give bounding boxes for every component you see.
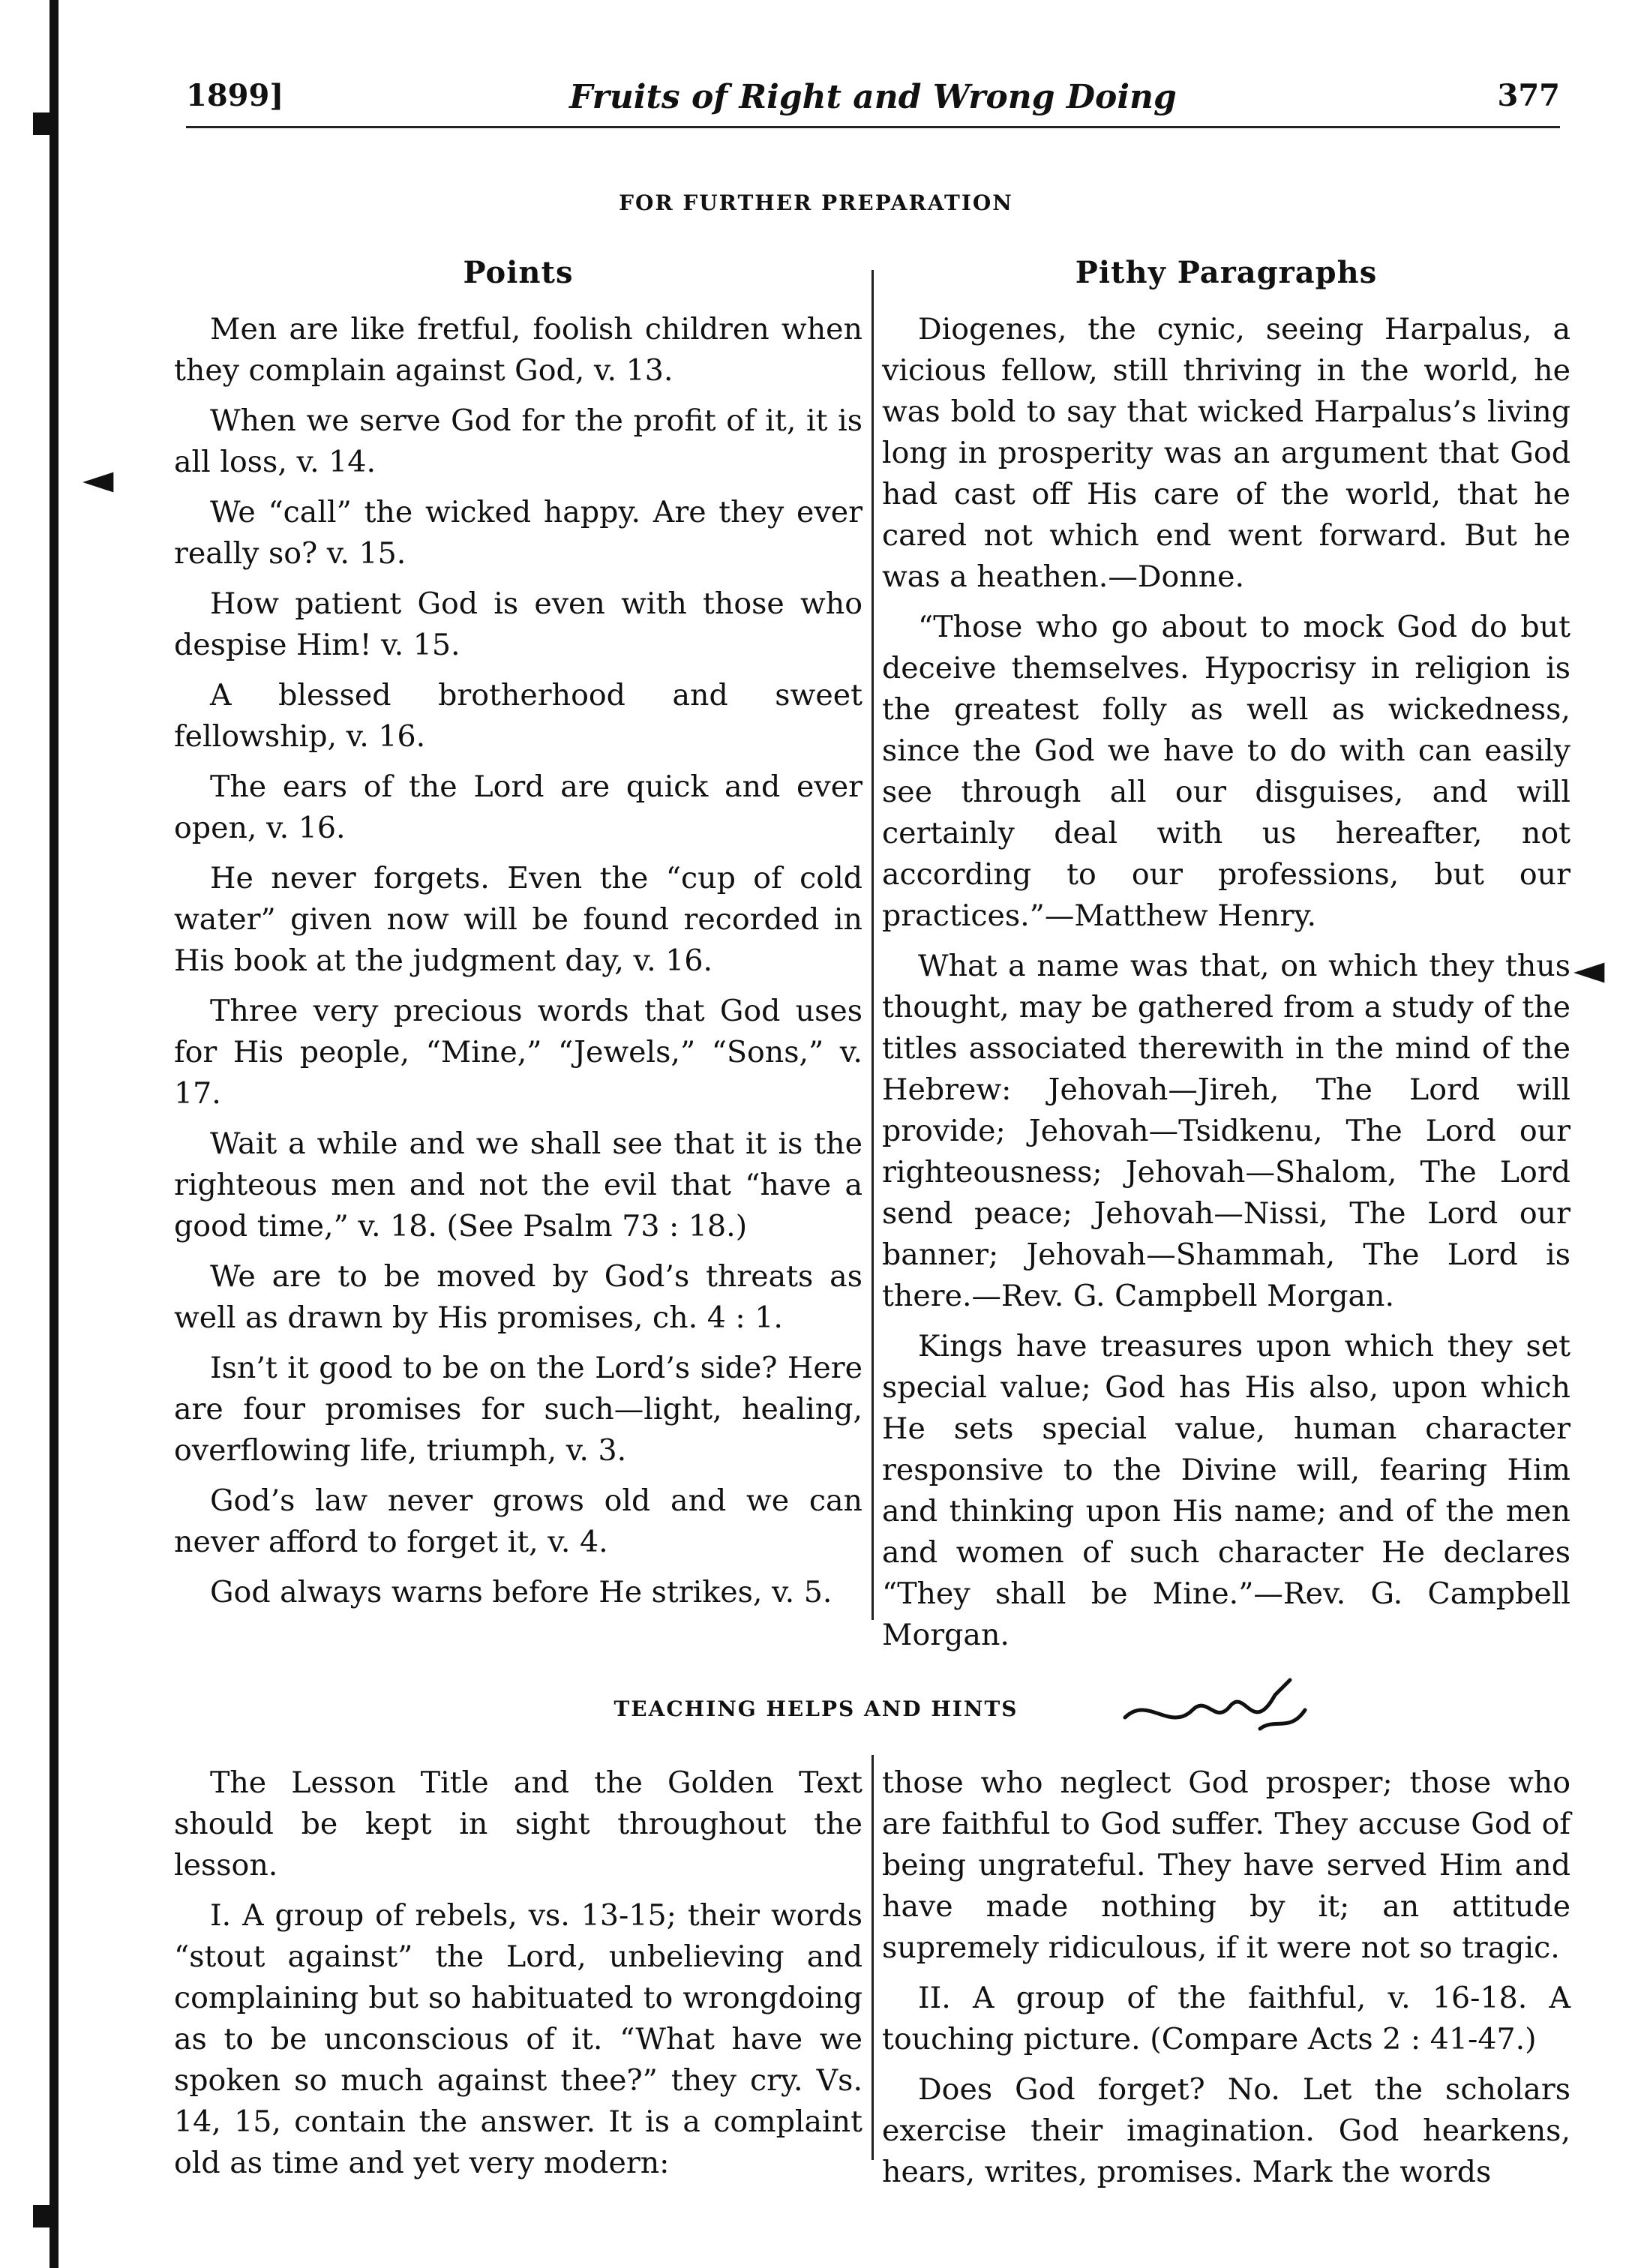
point-item: God always warns before He strikes, v. 5. xyxy=(210,1575,832,1610)
header-rule xyxy=(186,126,1560,128)
pithy-paragraph: “Those who go about to mock God do but deceive themselves. Hypocrisy in religion is the greatest folly as well as wickedness, since the God we have to do with can easily see through all our disguises, and will certainly deal with us hereafter, not according to our professions, but our practices.”—Matthew Henry. xyxy=(882,610,1570,933)
header-year: 1899] xyxy=(186,78,284,113)
point-item: Isn’t it good to be on the Lord’s side? Here are four promises for such—light, healing, overflowing life, triumph, v. 3. xyxy=(174,1351,862,1468)
point-item: Men are like fretful, foolish children when they complain against God, v. 13. xyxy=(174,312,862,388)
page-number: 377 xyxy=(1497,78,1560,113)
point-item: God’s law never grows old and we can never afford to forget it, v. 4. xyxy=(174,1484,862,1559)
point-item: Three very precious words that God uses for His people, “Mine,” “Jewels,” “Sons,” v. 17. xyxy=(174,994,862,1111)
point-item: A blessed brotherhood and sweet fellowship, v. 16. xyxy=(174,678,862,754)
teaching-paragraph: II. A group of the faithful, v. 16-18. A touching picture. (Compare Acts 2 : 41-47.) xyxy=(882,1981,1570,2056)
section-title-teaching: TEACHING HELPS AND HINTS xyxy=(614,1696,1018,1721)
pithy-paragraph: What a name was that, on which they thus thought, may be gathered from a study of the titles associated therewith in the mind of the Hebrew: Jehovah—Jireh, The Lord will provide; Jehovah—Tsidkenu, The Lord our righteousness; Jehovah—Shalom, The Lord send peace; Jehovah—Nissi, The Lord our banner; Jehovah—Shammah, The Lord is there.—Rev. G. Campbell Morgan. xyxy=(882,949,1570,1313)
teaching-left-column xyxy=(174,1762,862,2193)
point-item: Wait a while and we shall see that it is the righteous men and not the evil that “have a good time,” v. 18. (See Psalm 73 : 18.) xyxy=(174,1126,862,1244)
points-column xyxy=(174,309,862,1622)
point-item: We “call” the wicked happy. Are they ever really so? v. 15. xyxy=(174,495,862,571)
teaching-right-column xyxy=(882,1762,1570,2202)
binding-mark xyxy=(33,2205,58,2228)
column-divider xyxy=(872,1755,874,2160)
paragraphs-heading: Pithy Paragraphs xyxy=(1075,255,1378,290)
pithy-paragraph: Kings have treasures upon which they set special value; God has His also, upon which He sets special value, human character responsive to the Divine will, fearing Him and thinking upon His name; and of the men and women of such character He declares “They shall be Mine.”—Rev. G. Campbell Morgan. xyxy=(882,1329,1570,1652)
running-head xyxy=(186,78,1560,123)
binding-mark xyxy=(33,112,58,135)
pithy-paragraph: Diogenes, the cynic, seeing Harpalus, a vicious fellow, still thriving in the world, he was bold to say that wicked Harpalus’s living long in prosperity was an argument that God had cast off His care of the world, that he cared not which end went forward. But he was a heathen.—Donne. xyxy=(882,312,1570,594)
header-title: Fruits of Right and Wrong Doing xyxy=(569,78,1177,116)
point-item: When we serve God for the profit of it, it is all loss, v. 14. xyxy=(174,404,862,479)
point-item: He never forgets. Even the “cup of cold water” given now will be found recorded in His book at the judgment day, v. 16. xyxy=(174,861,862,978)
teaching-paragraph: Does God forget? No. Let the scholars exercise their imagination. God hearkens, hears, writes, promises. Mark the words xyxy=(882,2072,1570,2189)
margin-pointer-icon: ◄ xyxy=(1574,946,1605,993)
teaching-paragraph: The Lesson Title and the Golden Text should be kept in sight throughout the lesson. xyxy=(174,1766,862,1882)
points-heading: Points xyxy=(463,255,574,290)
margin-pointer-icon: ◄ xyxy=(82,455,114,502)
section-title-preparation: FOR FURTHER PREPARATION xyxy=(619,190,1013,215)
teaching-paragraph: I. A group of rebels, vs. 13-15; their words “stout against” the Lord, unbelieving and complaining but so habituated to wrongdoing as to be unconscious of it. “What have we spoken so much against thee?” they cry. Vs. 14, 15, contain the answer. It is a complaint old as time and yet very modern: xyxy=(174,1898,862,2180)
teaching-paragraph: those who neglect God prosper; those who are faithful to God suffer. They accuse God of being ungrateful. They have served Him and have made nothing by it; an attitude supremely ridiculous, if it were not so tragic. xyxy=(882,1766,1570,1965)
point-item: How patient God is even with those who despise Him! v. 15. xyxy=(174,586,862,662)
binding-edge xyxy=(50,0,58,2268)
handwritten-scribble xyxy=(1118,1665,1312,1748)
point-item: The ears of the Lord are quick and ever open, v. 16. xyxy=(174,770,862,845)
column-divider xyxy=(872,270,874,1620)
paragraphs-column xyxy=(882,309,1570,1665)
point-item: We are to be moved by God’s threats as well as drawn by His promises, ch. 4 : 1. xyxy=(174,1259,862,1335)
